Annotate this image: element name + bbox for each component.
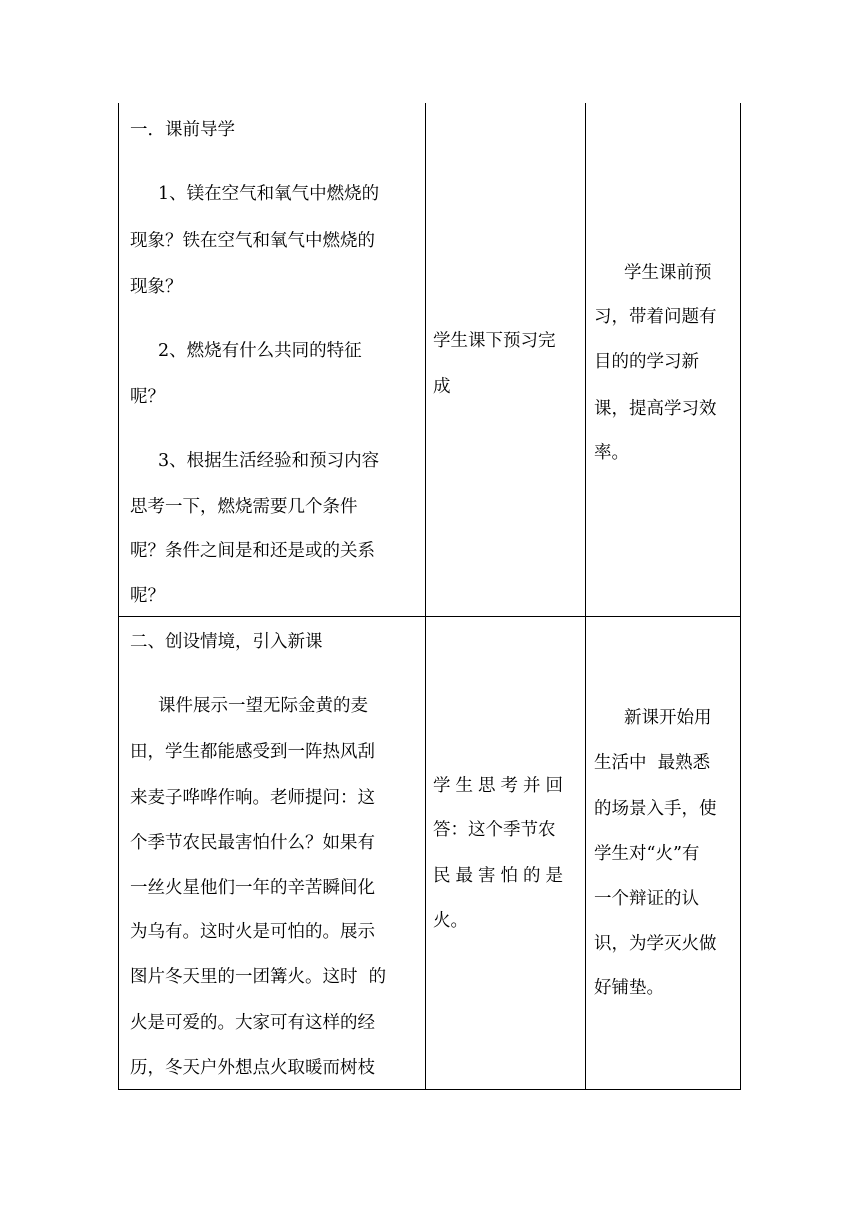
question-3-line-2: 思考一下，燃烧需要几个条件 <box>130 497 358 517</box>
paragraph-line-3: 来麦子哗哗作响。老师提问：这 <box>130 788 375 808</box>
question-2-line-2: 呢？ <box>130 387 165 407</box>
design-intent-line-2: 习，带着问题有 <box>594 307 717 327</box>
question-1-line-3: 现象？ <box>130 277 183 297</box>
paragraph-line-5: 一丝火星他们一年的辛苦瞬间化 <box>130 878 375 898</box>
paragraph-line-6: 为乌有。这时火是可怕的。展示 <box>130 922 375 942</box>
student-response-line-4: 火。 <box>433 911 468 931</box>
table-border-right <box>740 103 741 1090</box>
design-intent-line-3: 目的的学习新 <box>594 352 699 372</box>
design-intent-line-2: 生活中 最熟悉 <box>594 753 711 773</box>
paragraph-line-8: 火是可爱的。大家可有这样的经 <box>130 1013 375 1033</box>
design-intent-line-6: 识，为学灭火做 <box>594 934 717 954</box>
paragraph-line-4: 个季节农民最害怕什么？如果有 <box>130 833 375 853</box>
design-intent-line-5: 一个辩证的认 <box>594 889 699 909</box>
question-3-line-4: 呢？ <box>130 586 165 606</box>
student-activity-line-1: 学生课下预习完 <box>433 331 556 351</box>
question-3-line-3: 呢？条件之间是和还是或的关系 <box>130 541 375 561</box>
table-border-left <box>118 103 119 1090</box>
question-1-line-2: 现象？铁在空气和氧气中燃烧的 <box>130 231 375 251</box>
design-intent-line-4: 学生对“火”有 <box>594 844 700 864</box>
paragraph-line-2: 田，学生都能感受到一阵热风刮 <box>130 742 375 762</box>
question-1-line-1: 1、镁在空气和氧气中燃烧的 <box>158 184 380 204</box>
paragraph-line-7: 图片冬天里的一团篝火。这时 的 <box>130 967 387 987</box>
design-intent-line-1: 新课开始用 <box>624 708 712 728</box>
design-intent-line-3: 的场景入手，使 <box>594 799 717 819</box>
table-row-divider <box>118 616 741 617</box>
design-intent-line-5: 率。 <box>594 443 629 463</box>
section-heading-preclass-guide: 一．课前导学 <box>130 120 235 140</box>
paragraph-line-9: 历，冬天户外想点火取暖而树枝 <box>130 1058 375 1078</box>
table-border-bottom <box>118 1089 741 1090</box>
student-response-line-3: 民最害怕的是 <box>433 866 568 886</box>
design-intent-line-1: 学生课前预 <box>624 263 712 283</box>
design-intent-line-7: 好铺垫。 <box>594 978 664 998</box>
table-border-col2-col3 <box>585 103 586 1090</box>
question-2-line-1: 2、燃烧有什么共同的特征 <box>158 341 362 361</box>
table-border-col1-col2 <box>425 103 426 1090</box>
student-activity-line-2: 成 <box>433 377 451 397</box>
student-response-line-1: 学生思考并回 <box>433 776 568 796</box>
section-heading-create-scenario: 二、创设情境，引入新课 <box>130 632 323 652</box>
student-response-line-2: 答：这个季节农 <box>433 820 556 840</box>
paragraph-line-1: 课件展示一望无际金黄的麦 <box>158 696 368 716</box>
design-intent-line-4: 课，提高学习效 <box>594 399 717 419</box>
question-3-line-1: 3、根据生活经验和预习内容 <box>158 451 380 471</box>
